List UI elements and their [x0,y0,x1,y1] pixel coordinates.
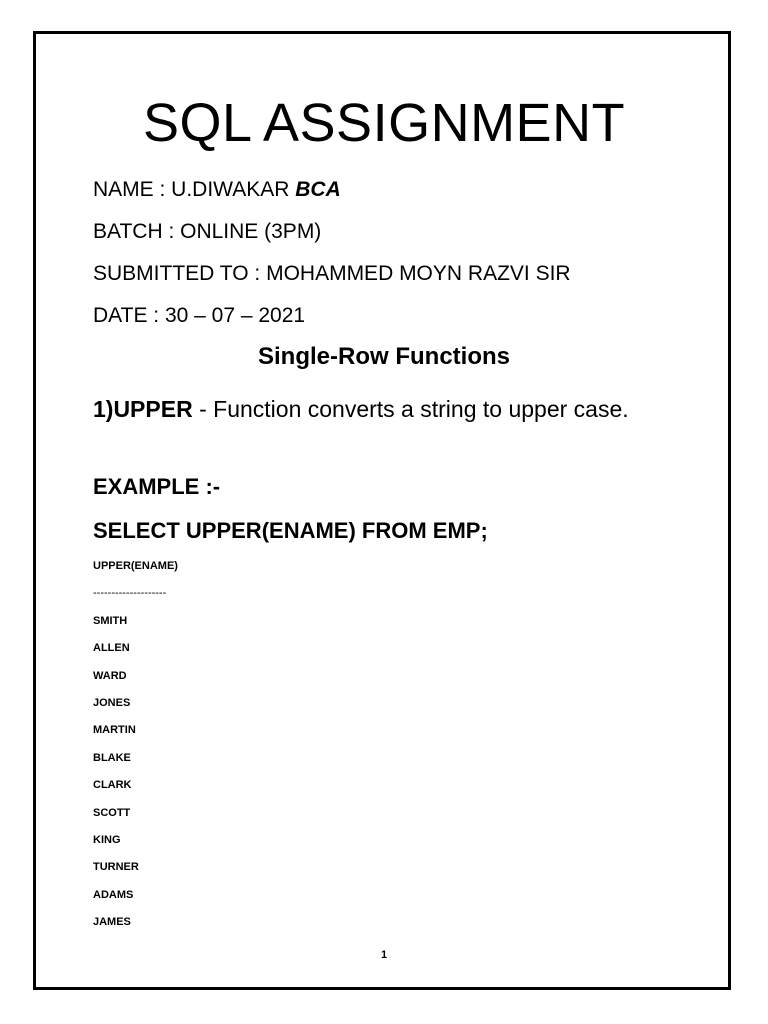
function-description [93,392,653,426]
name-course: BCA [295,178,341,201]
function-text: - Function converts a string to upper case. [192,396,629,422]
name-label: NAME : U.DIWAKAR [93,178,290,201]
result-row: ALLEN [93,642,130,654]
result-row: BLAKE [93,752,131,764]
page-number: 1 [380,949,388,961]
result-column-header: UPPER(ENAME) [93,560,178,572]
function-name: 1)UPPER [93,396,193,422]
batch-line: BATCH : ONLINE (3PM) [93,220,322,243]
result-row: KING [93,834,121,846]
page-border [33,31,731,990]
document-title: SQL ASSIGNMENT [142,93,626,153]
result-row: CLARK [93,779,132,791]
date-line: DATE : 30 – 07 – 2021 [93,304,306,327]
result-row: SCOTT [93,807,131,819]
result-row: JAMES [93,916,131,928]
result-row: SMITH [93,615,128,627]
result-row: TURNER [93,861,139,873]
result-row: WARD [93,670,127,682]
example-label: EXAMPLE :- [93,474,221,499]
sql-query: SELECT UPPER(ENAME) FROM EMP; [93,518,488,543]
section-title: Single-Row Functions [258,343,510,370]
result-row: JONES [93,697,131,709]
result-row: MARTIN [93,724,136,736]
submitted-to-line: SUBMITTED TO : MOHAMMED MOYN RAZVI SIR [93,262,571,285]
result-separator: -------------------- [93,587,167,599]
name-line [93,178,341,202]
result-row: ADAMS [93,889,134,901]
